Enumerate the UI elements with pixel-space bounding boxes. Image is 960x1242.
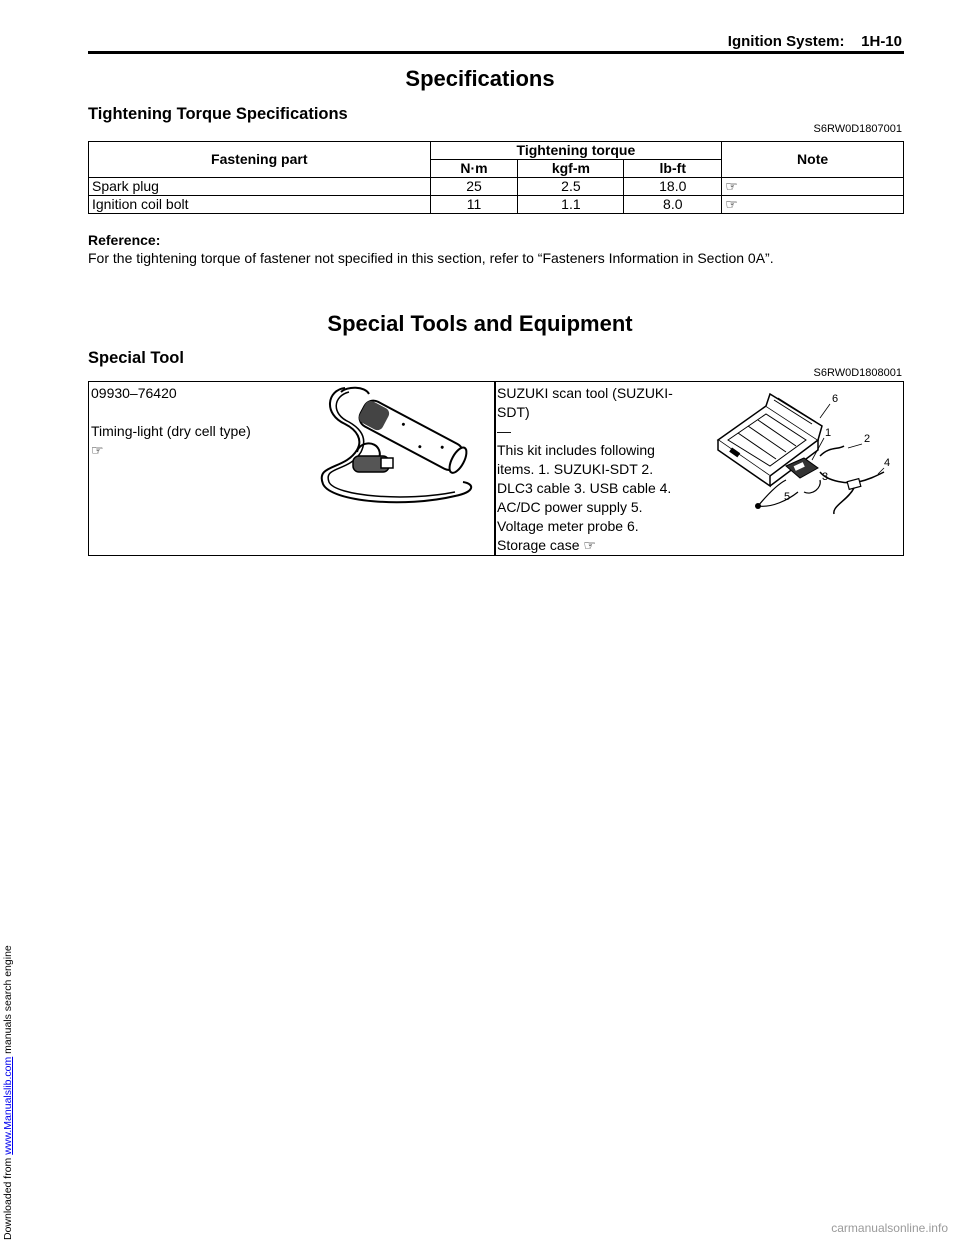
unit-nm: N·m <box>430 160 518 178</box>
tool2-desc1: This kit includes following <box>497 442 655 458</box>
tool2-desc4: AC/DC power supply 5. <box>497 499 643 515</box>
callout-6: 6 <box>832 393 839 405</box>
row-part: Spark plug <box>89 178 431 196</box>
tool2-desc2: items. 1. SUZUKI-SDT 2. <box>497 461 654 477</box>
torque-table <box>88 141 904 214</box>
unit-lbft: lb-ft <box>624 160 722 178</box>
col-header-torque: Tightening torque <box>430 142 722 160</box>
table-row <box>89 178 904 196</box>
timing-light-illustration <box>305 384 490 512</box>
download-source-note <box>2 945 14 1240</box>
tool2-line1: SUZUKI scan tool (SUZUKI- <box>497 385 673 401</box>
unit-kgfm: kgf-m <box>518 160 624 178</box>
tool1-name: Timing-light (dry cell type) <box>91 423 251 439</box>
row-lbft: 18.0 <box>624 178 722 196</box>
col-header-fastening: Fastening part <box>89 142 431 178</box>
table-row <box>89 196 904 214</box>
tool1-ref-icon[interactable]: ☞ <box>91 442 104 458</box>
row-nm: 25 <box>430 178 518 196</box>
special-tool-code: S6RW0D1808001 <box>813 367 902 379</box>
torque-spec-heading: Tightening Torque Specifications <box>88 105 348 123</box>
tool2-desc6: Storage case ☞ <box>497 537 596 553</box>
callout-2: 2 <box>864 433 871 445</box>
header-divider <box>88 51 904 54</box>
reference-text: For the tightening torque of fastener not specified in this section, refer to “Fasteners Information in Section 0A”. <box>88 250 774 266</box>
footer-watermark: carmanualsonline.info <box>831 1221 948 1235</box>
row-kgfm: 2.5 <box>518 178 624 196</box>
callout-5: 5 <box>784 491 791 503</box>
row-nm: 11 <box>430 196 518 214</box>
row-lbft: 8.0 <box>624 196 722 214</box>
tool2-line2: SDT) <box>497 404 530 420</box>
tool-cell-divider <box>494 381 496 556</box>
source-prefix: Downloaded from <box>2 1154 14 1240</box>
scan-tool-kit-illustration <box>708 388 898 518</box>
row-note-ref[interactable]: ☞ <box>722 196 904 214</box>
page-header-title: Ignition System: 1H-10 <box>727 33 902 50</box>
callout-3: 3 <box>822 471 829 483</box>
row-note-ref[interactable]: ☞ <box>722 178 904 196</box>
special-tools-title: Special Tools and Equipment <box>327 311 633 336</box>
col-header-note: Note <box>722 142 904 178</box>
tool2-desc3: DLC3 cable 3. USB cable 4. <box>497 480 672 496</box>
manualslib-link[interactable]: www.Manualslib.com <box>2 1056 14 1155</box>
tool1-number: 09930–76420 <box>91 385 177 401</box>
torque-spec-code: S6RW0D1807001 <box>813 123 902 135</box>
row-part: Ignition coil bolt <box>89 196 431 214</box>
tool2-desc5: Voltage meter probe 6. <box>497 518 639 534</box>
tool2-dash: — <box>497 423 511 439</box>
callout-1: 1 <box>825 427 832 439</box>
special-tool-heading: Special Tool <box>88 349 184 367</box>
source-suffix: manuals search engine <box>2 945 14 1057</box>
reference-label: Reference: <box>88 232 161 248</box>
callout-4: 4 <box>884 457 891 469</box>
row-kgfm: 1.1 <box>518 196 624 214</box>
specifications-title: Specifications <box>405 66 555 91</box>
